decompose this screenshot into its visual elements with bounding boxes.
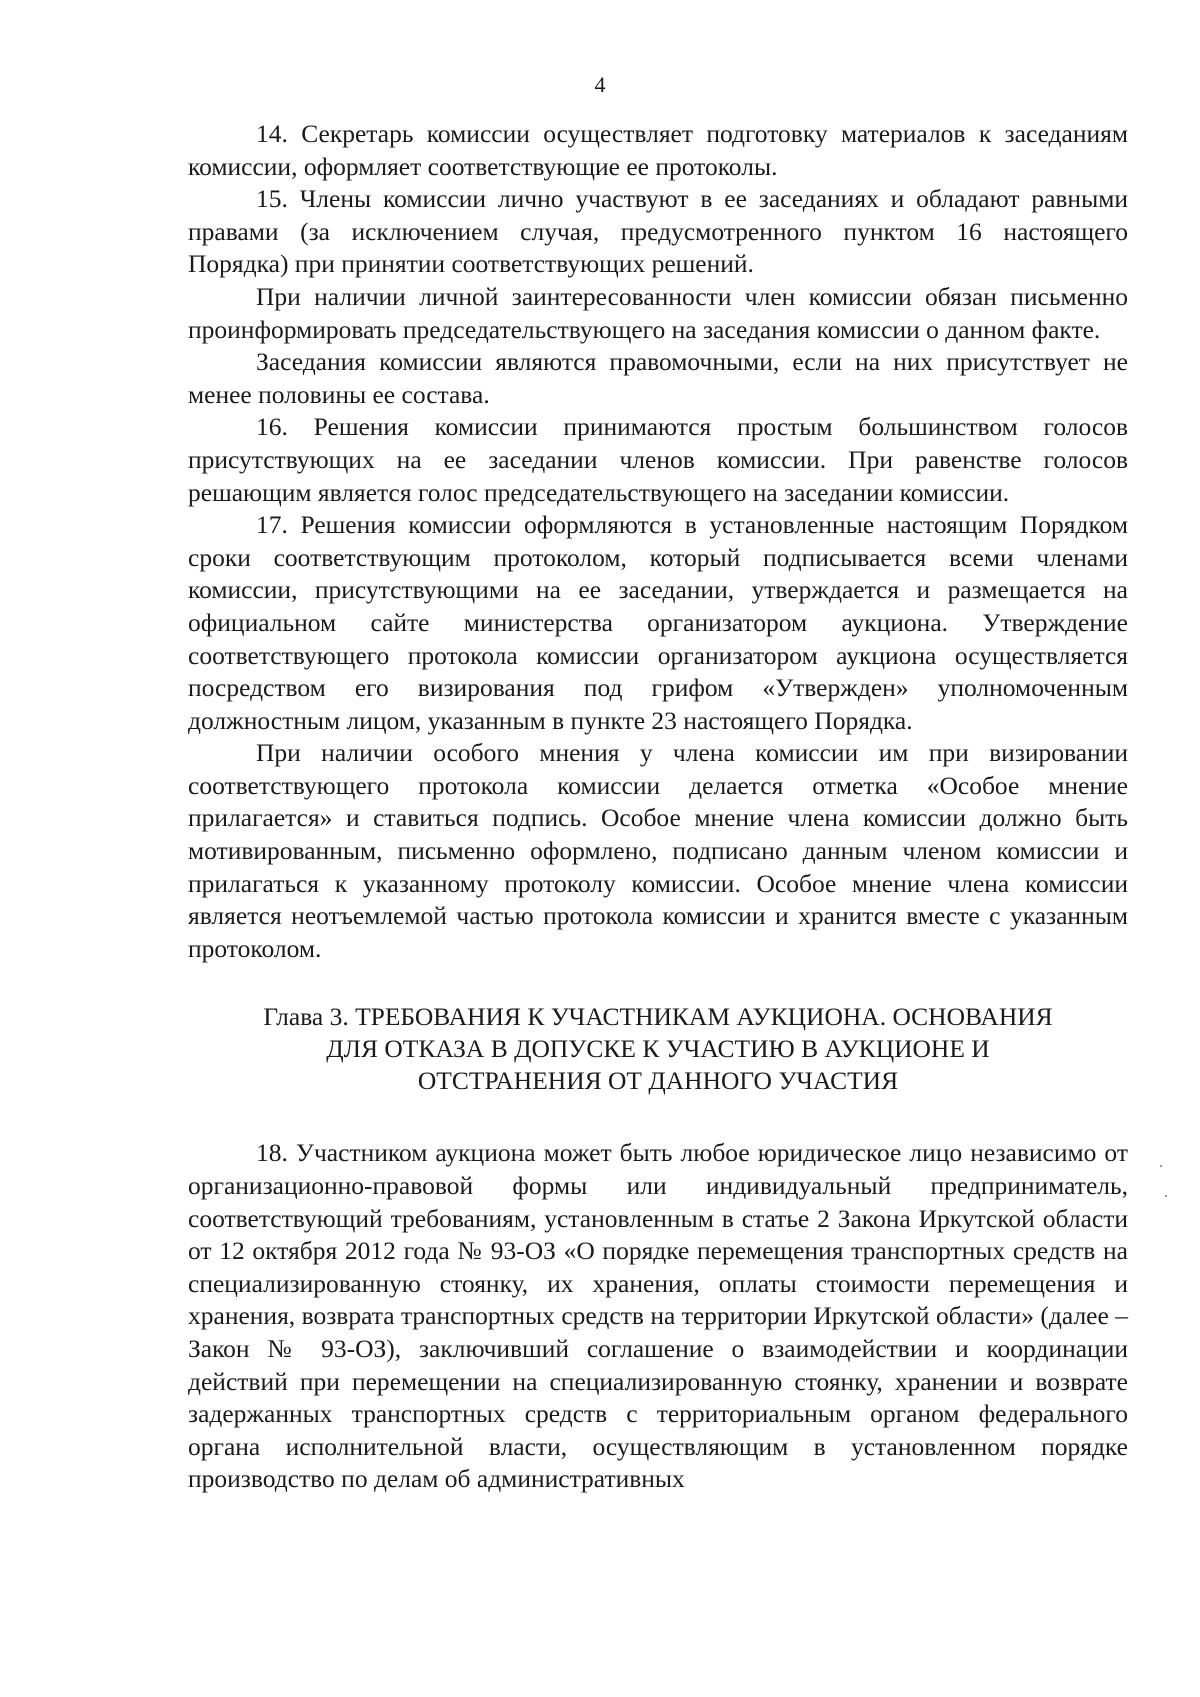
paragraph-17: 17. Решения комиссии оформляются в установленные настоящим Порядком сроки соответствующим протоколом, который подписывается всеми членами комиссии, присутствующими на ее заседании, утверждается и размещается на официальном сайте министерства организатором аукциона. Утверждение соответствующего протокола комиссии организатором аукциона осуществляется посредством его визирования под грифом «Утвержден» уполномоченным должностным лицом, указанным в пункте 23 настоящего Порядка.: [188, 510, 1128, 735]
paragraph-15-quorum: Заседания комиссии являются правомочными, если на них присутствует не менее половины ее состава.: [188, 347, 1128, 409]
document-body: [188, 118, 1128, 1496]
scan-artifact: [1160, 1165, 1162, 1167]
paragraph-18: 18. Участником аукциона может быть любое юридическое лицо независимо от организационно-правовой формы или индивидуальный предприниматель, соответствующий требованиям, установленным в статье 2 Закона Иркутской области от 12 октября 2012 года № 93-ОЗ «О порядке перемещения транспортных средств на специализированную стоянку, их хранения, оплаты стоимости перемещения и хранения, возврата транспортных средств на территории Иркутской области» (далее – Закон № 93-ОЗ), заключивший соглашение о взаимодействии и координации действий при перемещении на специализированную стоянку, хранении и возврате задержанных транспортных средств с территориальным органом федерального органа исполнительной власти, осуществляющим в установленном порядке производство по делам об административных: [188, 1138, 1128, 1494]
paragraph-17-dissent: При наличии особого мнения у члена комиссии им при визировании соответствующего протокола комиссии делается отметка «Особое мнение прилагается» и ставиться подпись. Особое мнение члена комиссии должно быть мотивированным, письменно оформлено, подписано данным членом комиссии и прилагаться к указанному протоколу комиссии. Особое мнение члена комиссии является неотъемлемой частью протокола комиссии и хранится вместе с указанным протоколом.: [188, 738, 1128, 963]
paragraph-15-interest: При наличии личной заинтересованности член комиссии обязан письменно проинформировать председательствующего на заседания комиссии о данном факте.: [188, 281, 1128, 344]
page-number: 4: [594, 72, 606, 97]
paragraph-15: 15. Члены комиссии лично участвуют в ее заседаниях и обладают равными правами (за исключением случая, предусмотренного пунктом 16 настоящего Порядка) при принятии соответствующих решений.: [188, 184, 1128, 279]
chapter-heading-line-2: ДЛЯ ОТКАЗА В ДОПУСКЕ К УЧАСТИЮ В АУКЦИОНЕ И: [326, 1034, 990, 1064]
chapter-heading: [188, 1001, 1128, 1097]
scan-artifact: [1165, 1195, 1167, 1197]
paragraph-16: 16. Решения комиссии принимаются простым большинством голосов присутствующих на ее заседании членов комиссии. При равенстве голосов решающим является голос председательствующего на заседании комиссии.: [188, 412, 1128, 507]
paragraph-14: 14. Секретарь комиссии осуществляет подготовку материалов к заседаниям комиссии, оформляет соответствующие ее протоколы.: [188, 119, 1128, 181]
chapter-heading-line-3: ОТСТРАНЕНИЯ ОТ ДАННОГО УЧАСТИЯ: [417, 1066, 899, 1096]
chapter-heading-line-1: Глава 3. ТРЕБОВАНИЯ К УЧАСТНИКАМ АУКЦИОНА. ОСНОВАНИЯ: [263, 1002, 1053, 1032]
